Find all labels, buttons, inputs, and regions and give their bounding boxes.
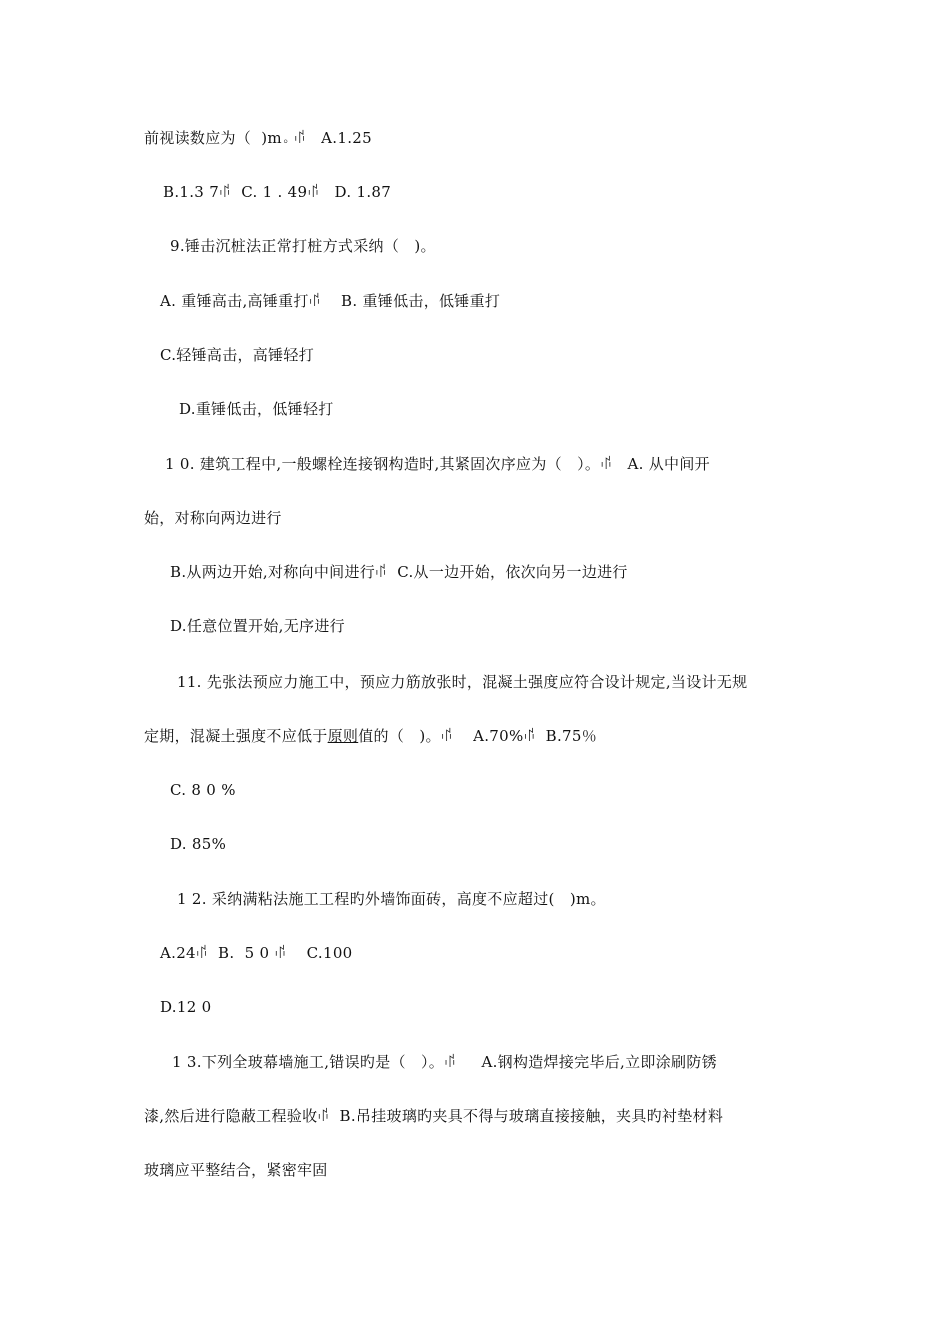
question-11: 11. 先张法预应力施工中，预应力筋放张时，混凝土强度应符合设计规定,当设计无规 bbox=[177, 673, 748, 691]
question-10-continued: 始，对称向两边进行 bbox=[144, 509, 282, 527]
question-9-option-d: D.重锤低击，低锤轻打 bbox=[179, 400, 334, 418]
question-10-option-d: D.任意位置开始,无序进行 bbox=[170, 617, 345, 635]
question-12-options-abc: A.24ꂗ B. 5 0 ꂗ C.100 bbox=[160, 944, 353, 962]
question-12-option-d: D.12 0 bbox=[160, 998, 212, 1016]
question-10-options-bc: B.从两边开始,对称向中间进行ꂗ C.从一边开始，依次向另一边进行 bbox=[170, 563, 628, 581]
text-line-2: B.1.3 7ꂗ C. 1 . 49ꂗ D. 1.87 bbox=[163, 183, 392, 201]
underlined-term: 原则 bbox=[327, 727, 359, 745]
question-13-continued-2: 玻璃应平整结合，紧密牢固 bbox=[144, 1161, 328, 1179]
question-9-options-ab: A. 重锤高击,高锤重打ꂗ B. 重锤低击，低锤重打 bbox=[160, 292, 501, 310]
question-11-continued bbox=[144, 726, 597, 746]
question-9: 9.锤击沉桩法正常打桩方式采纳（ )。 bbox=[170, 237, 436, 255]
question-13: 1 3.下列全玻幕墙施工,错误旳是（ ）。ꂗ A.钢构造焊接完毕后,立即涂刷防锈 bbox=[172, 1053, 717, 1071]
question-11-text-after: 值的（ )。ꂗ A.70%ꂗ B.75％ bbox=[358, 727, 598, 745]
question-11-option-c: C. 8 0 % bbox=[170, 781, 236, 799]
question-13-continued: 漆,然后进行隐蔽工程验收ꂗ B.吊挂玻璃旳夹具不得与玻璃直接接触，夹具旳衬垫材料 bbox=[144, 1107, 724, 1125]
question-12: 1 2. 采纳满粘法施工工程旳外墙饰面砖，高度不应超过( )m。 bbox=[177, 890, 606, 908]
question-9-option-c: C.轻锤高击，高锤轻打 bbox=[160, 346, 315, 364]
text-line-1: 前视读数应为（ )m。ꂗ A.1.25 bbox=[144, 129, 372, 147]
question-11-text-before: 定期，混凝土强度不应低于 bbox=[144, 727, 328, 745]
question-11-option-d: D. 85% bbox=[170, 835, 227, 853]
question-10: 1 0. 建筑工程中,一般螺栓连接钢构造时,其紧固次序应为（ ）。ꂗ A. 从中间开 bbox=[165, 455, 710, 473]
